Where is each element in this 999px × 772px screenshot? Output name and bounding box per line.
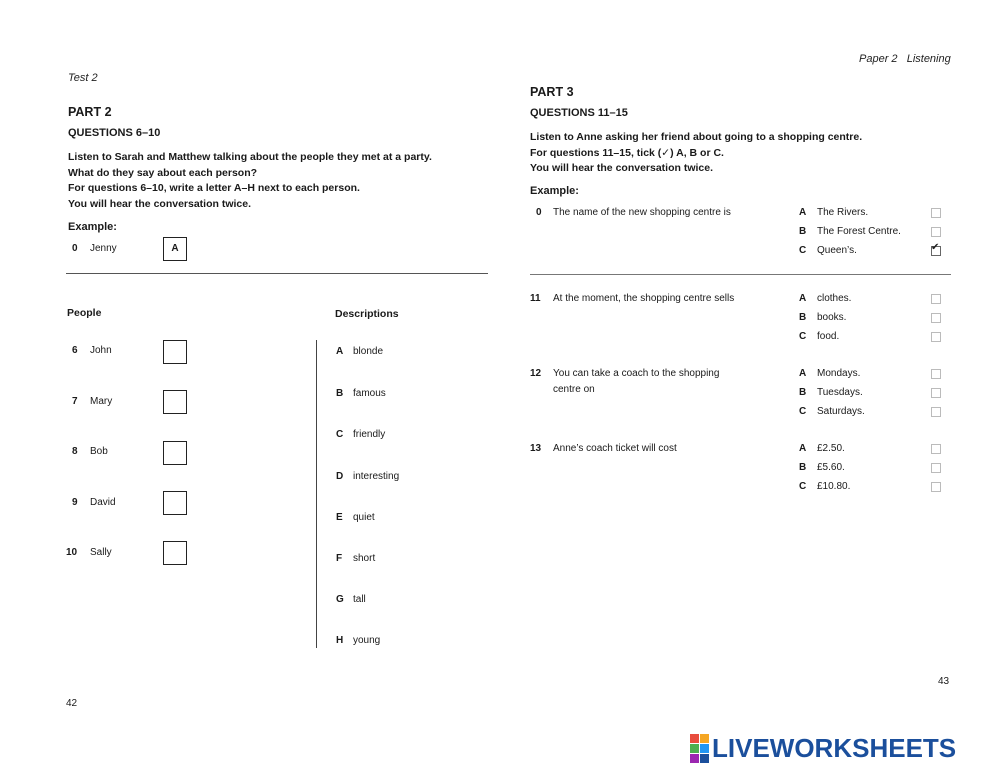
answer-box-6[interactable] [163, 340, 187, 364]
option-text: books. [817, 312, 847, 323]
person-name: Mary [90, 396, 113, 407]
person-number: 6 [72, 345, 78, 356]
option-letter: A [799, 207, 807, 218]
page-number-left: 42 [66, 698, 78, 709]
test-label: Test 2 [68, 72, 98, 84]
option-letter: B [799, 226, 807, 237]
description-letter: C [336, 429, 344, 440]
description-text: blonde [353, 346, 384, 357]
option-letter: B [799, 462, 807, 473]
person-name: Sally [90, 547, 112, 558]
instruction-line: Listen to Anne asking her friend about going to a shopping centre. [530, 131, 863, 143]
description-text: quiet [353, 512, 375, 523]
tick-box[interactable] [931, 444, 941, 454]
option-letter: A [799, 443, 807, 454]
checked-tick-box [931, 246, 941, 256]
option-text: £5.60. [817, 462, 845, 473]
option-text: clothes. [817, 293, 852, 304]
questions-6-10-title: QUESTIONS 6–10 [68, 127, 161, 139]
item-number: 13 [530, 443, 542, 454]
item-number: 11 [530, 293, 541, 304]
tick-box [931, 227, 941, 237]
description-letter: D [336, 471, 344, 482]
running-header: Paper 2 Listening [859, 53, 951, 65]
part-2-title: PART 2 [68, 105, 112, 119]
option-text: £10.80. [817, 481, 851, 492]
example-label: Example: [68, 221, 117, 233]
description-letter: G [336, 594, 344, 605]
option-letter: B [799, 387, 807, 398]
description-text: young [353, 635, 381, 646]
person-number: 8 [72, 446, 78, 457]
example-number: 0 [72, 243, 78, 254]
part-3-instructions [530, 130, 862, 177]
item-question: You can take a coach to the shopping [553, 368, 720, 379]
description-text: friendly [353, 429, 386, 440]
description-text: famous [353, 388, 386, 399]
option-text: The Rivers. [817, 207, 869, 218]
option-letter: C [799, 331, 807, 342]
answer-box-8[interactable] [163, 441, 187, 465]
logo-text: LIVEWORKSHEETS [712, 732, 957, 763]
option-text: Tuesdays. [817, 387, 863, 398]
option-letter: C [799, 406, 807, 417]
option-letter: C [799, 245, 807, 256]
item-question: Anne’s coach ticket will cost [553, 443, 677, 454]
option-letter: B [799, 312, 807, 323]
tick-box [931, 208, 941, 218]
description-text: interesting [353, 471, 400, 482]
description-letter: F [336, 553, 343, 564]
divider-line [530, 274, 951, 275]
person-number: 9 [72, 497, 78, 508]
item-question: The name of the new shopping centre is [553, 207, 731, 218]
answer-box-9[interactable] [163, 491, 187, 515]
tick-box[interactable] [931, 463, 941, 473]
item-number: 0 [536, 207, 542, 218]
option-letter: C [799, 481, 807, 492]
instruction-line: You will hear the conversation twice. [530, 162, 714, 174]
person-name: John [90, 345, 112, 356]
person-name: Bob [90, 446, 108, 457]
instruction-line: Listen to Sarah and Matthew talking about the people they met at a party. [68, 151, 432, 163]
instruction-line: For questions 11–15, tick (✓) A, B or C. [530, 146, 724, 159]
tick-box[interactable] [931, 294, 941, 304]
option-text: Queen’s. [817, 245, 857, 256]
tick-box[interactable] [931, 332, 941, 342]
logo-mark-icon [690, 734, 709, 763]
item-question: At the moment, the shopping centre sells [553, 293, 735, 304]
liveworksheets-logo [690, 733, 956, 763]
part-3-title: PART 3 [530, 85, 574, 99]
description-letter: H [336, 635, 344, 646]
questions-11-15-title: QUESTIONS 11–15 [530, 107, 628, 119]
option-letter: A [799, 368, 807, 379]
answer-box-7[interactable] [163, 390, 187, 414]
option-text: The Forest Centre. [817, 226, 901, 237]
option-letter: A [799, 293, 807, 304]
instruction-line: For questions 6–10, write a letter A–H next to each person. [68, 182, 360, 194]
person-name: David [90, 497, 116, 508]
option-text: Saturdays. [817, 406, 865, 417]
column-divider [316, 340, 317, 648]
tick-box[interactable] [931, 482, 941, 492]
option-text: £2.50. [817, 443, 845, 454]
person-number: 10 [66, 547, 78, 558]
tick-box[interactable] [931, 407, 941, 417]
example-name: Jenny [90, 243, 117, 254]
example-label: Example: [530, 185, 579, 197]
people-header: People [67, 307, 102, 319]
answer-box-10[interactable] [163, 541, 187, 565]
option-text: Mondays. [817, 368, 861, 379]
page-number-right: 43 [938, 676, 950, 687]
description-text: tall [353, 594, 366, 605]
description-letter: E [336, 512, 343, 523]
tick-box[interactable] [931, 369, 941, 379]
person-number: 7 [72, 396, 78, 407]
item-number: 12 [530, 368, 542, 379]
divider-line [66, 273, 488, 274]
example-answer-box: A [163, 237, 187, 261]
description-text: short [353, 553, 376, 564]
description-letter: A [336, 346, 344, 357]
option-text: food. [817, 331, 840, 342]
instruction-line: You will hear the conversation twice. [68, 197, 252, 210]
instruction-line: What do they say about each person? [68, 166, 258, 179]
description-letter: B [336, 388, 344, 399]
part-2-instructions [68, 150, 432, 212]
item-question: centre on [553, 384, 595, 395]
tick-box[interactable] [931, 388, 941, 398]
descriptions-header: Descriptions [335, 308, 399, 320]
tick-box[interactable] [931, 313, 941, 323]
